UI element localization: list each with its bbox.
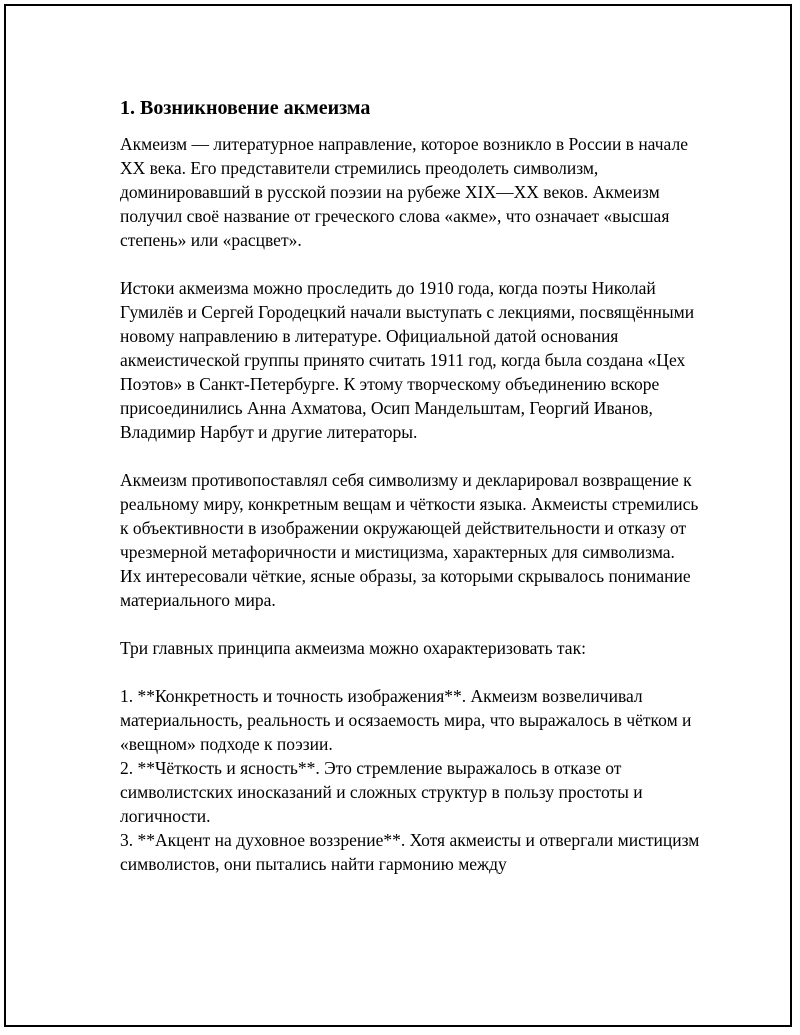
document-body	[120, 96, 700, 876]
section-heading: 1. Возникновение акмеизма	[120, 97, 371, 119]
principle-item: 3. **Акцент на духовное воззрение**. Хотя акмеисты и отвергали мистицизм символистов, они пытались найти гармонию между	[120, 830, 700, 874]
paragraph-principles-intro: Три главных принципа акмеизма можно охарактеризовать так:	[120, 638, 586, 658]
principle-item: 1. **Конкретность и точность изображения**. Акмеизм возвеличивал материальность, реальность и осязаемость мира, что выражалось в чётком и «вещном» подходе к поэзии.	[120, 686, 692, 754]
page-frame	[4, 4, 792, 1027]
principles-list	[120, 684, 700, 876]
paragraph-intro: Акмеизм — литературное направление, которое возникло в России в начале XX века. Его представители стремились преодолеть символизм, доминировавший в русской поэзии на рубеже XIX—XX веков. Акмеизм получил своё название от греческого слова «акме», что означает «высшая степень» или «расцвет».	[120, 134, 688, 250]
paragraph-origins: Истоки акмеизма можно проследить до 1910 года, когда поэты Николай Гумилёв и Сергей Городецкий начали выступать с лекциями, посвящёнными новому направлению в литературе. Официальной датой основания акмеистической группы принято считать 1911 год, когда была создана «Цех Поэтов» в Санкт-Петербурге. К этому творческому объединению вскоре присоединились Анна Ахматова, Осип Мандельштам, Георгий Иванов, Владимир Нарбут и другие литераторы.	[120, 278, 695, 442]
principle-item: 2. **Чёткость и ясность**. Это стремление выражалось в отказе от символистских иносказаний и сложных структур в пользу простоты и логичности.	[120, 758, 643, 826]
paragraph-opposition: Акмеизм противопоставлял себя символизму и декларировал возвращение к реальному миру, конкретным вещам и чёткости языка. Акмеисты стремились к объективности в изображении окружающей действительности и отказу от чрезмерной метафоричности и мистицизма, характерных для символизма. Их интересовали чёткие, ясные образы, за которыми скрывалось понимание материального мира.	[120, 470, 699, 610]
